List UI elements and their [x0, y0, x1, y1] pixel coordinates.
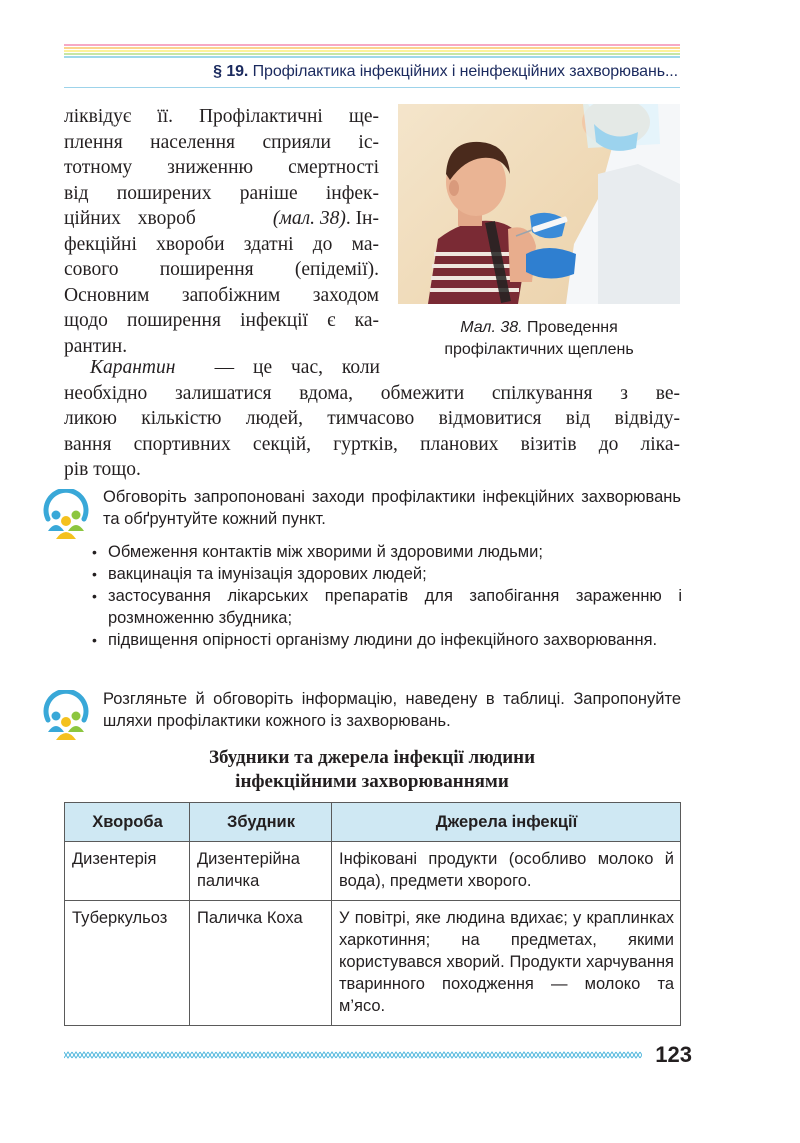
stripe-pink — [64, 44, 680, 46]
figure-reference — [273, 206, 379, 232]
paragraph-quarantine-cont — [64, 381, 680, 483]
list-item: • підвищення опірності організму людини до інфекційного захворювання. — [92, 629, 682, 651]
footer-wave-ornament — [64, 1049, 642, 1061]
header-rule — [64, 87, 680, 88]
caption-line — [398, 317, 680, 339]
vaccination-photo — [398, 104, 680, 304]
caption-text: Проведення — [522, 319, 618, 336]
figure-ref: (мал. 38) — [272, 208, 346, 229]
text-line: плення населення сприяли іс- — [64, 131, 379, 153]
term-quarantine: Карантин — [90, 357, 176, 378]
text-line: фекційні хвороби здатні до ма- — [64, 233, 379, 255]
text-line: рів тощо. — [64, 459, 141, 480]
text-fragment: . Ін- — [345, 208, 379, 229]
table-cell-sources: У повітрі, яке людина вдихає; у краплинках харкотиння; на предметах, якими користувався хворий. Продукти харчування тваринного походження — молоко та м’ясо. — [332, 901, 681, 1026]
text-line: щодо поширення інфекції є ка- — [64, 310, 379, 331]
text-line: вання спортивних секцій, гуртків, планових візитів до ліка- — [64, 433, 680, 455]
list-item: • застосування лікарських препаратів для запобігання зараженню і розмноженню збудника; — [92, 585, 682, 629]
vaccination-illustration — [398, 104, 680, 304]
column-header-disease: Хвороба — [65, 803, 190, 842]
discussion-intro-2: Розгляньте й обговоріть інформацію, наведену в таблиці. Запропонуйте шляхи профілактики кожного із захворювань. — [103, 690, 681, 730]
text-line: необхідно залишатися вдома, обмежити спілкування з ве- — [64, 382, 680, 404]
list-item: • вакцинація та імунізація здорових людей; — [92, 563, 682, 585]
stripe-yellow — [64, 50, 680, 52]
text-line: сового поширення (епідемії). — [64, 259, 379, 280]
group-discussion-icon — [40, 690, 92, 742]
stripe-green — [64, 53, 680, 55]
stripe-blue — [64, 56, 680, 58]
table-title-line-1: Збудники та джерела інфекції людини — [208, 747, 536, 768]
text-line: рантин. — [64, 335, 128, 357]
table-cell-pathogen: Дизентерійна паличка — [190, 842, 332, 901]
list-item: • Обмеження контактів між хворими й здоровими людьми; — [92, 541, 682, 563]
text-line: ліквідує її. Профілактичні ще- — [64, 106, 379, 127]
paragraph-quarantine — [64, 355, 380, 381]
table-cell-sources: Інфіковані продукти (особливо молоко й вода), предмети хворого. — [332, 842, 681, 901]
text-line — [64, 355, 380, 381]
section-number: § 19. — [213, 63, 249, 80]
page-number: 123 — [655, 1042, 692, 1067]
text-line: від поширених раніше інфек- — [64, 182, 379, 204]
paragraph-vaccination — [64, 104, 379, 359]
table-title-line-2: інфекційними захворюваннями — [235, 771, 509, 792]
table-cell-disease: Дизентерія — [65, 842, 190, 901]
running-header — [150, 63, 678, 81]
text-fragment: — це час, коли — [214, 357, 380, 378]
stripe-orange — [64, 47, 680, 49]
table-cell-disease: Туберкульоз — [65, 901, 190, 1026]
text-line: тотному зниженню смертності — [64, 157, 379, 178]
text-line: ликою кількістю людей, тимчасово відмовитися від відвіду- — [64, 408, 680, 429]
caption-line-2: профілактичних щеплень — [444, 341, 634, 358]
group-discussion-icon — [40, 489, 92, 541]
text-line — [64, 206, 379, 232]
figure-caption — [398, 317, 680, 361]
table-row — [65, 842, 681, 901]
column-header-pathogen: Збудник — [190, 803, 332, 842]
text-line: Основним запобіжним заходом — [64, 284, 379, 306]
header-color-stripes — [64, 44, 680, 60]
table-cell-pathogen: Паличка Коха — [190, 901, 332, 1026]
prevention-measures-list — [92, 541, 682, 651]
column-header-sources: Джерела інфекції — [332, 803, 681, 842]
table-row — [65, 901, 681, 1026]
section-title: Профілактика інфекційних і неінфекційних захворювань... — [252, 63, 678, 80]
table-header-row — [65, 803, 681, 842]
infection-sources-table — [64, 802, 681, 1026]
table-title — [64, 746, 680, 794]
text-fragment: ційних хвороб — [64, 208, 196, 229]
caption-label: Мал. 38. — [460, 319, 523, 336]
discussion-intro-1: Обговоріть запропоновані заходи профілактики інфекційних захворювань та обґрунтуйте кожний пункт. — [103, 488, 681, 528]
